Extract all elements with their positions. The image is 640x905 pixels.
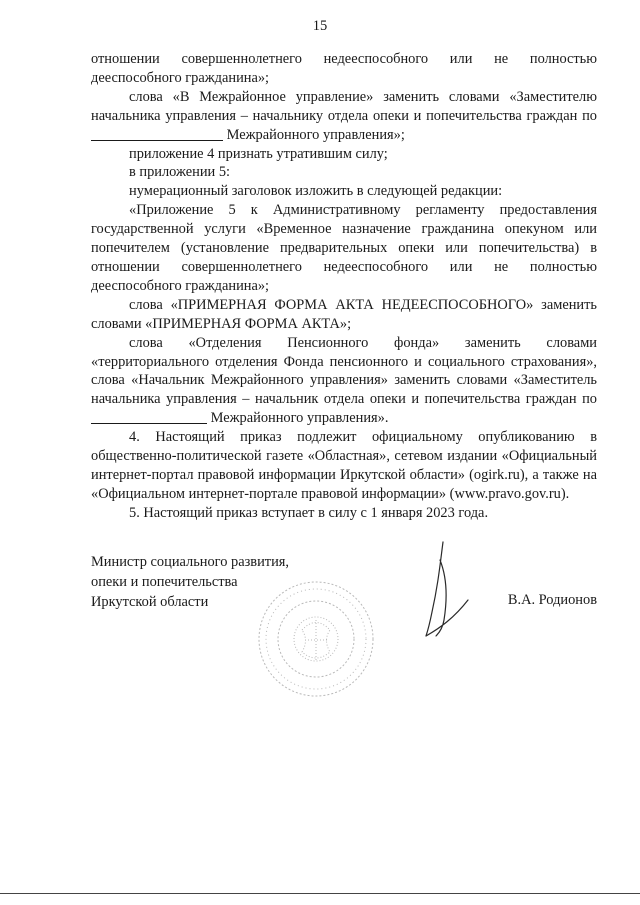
paragraph-text: Межрайонного управления». [210, 410, 389, 427]
document-body [91, 50, 597, 523]
paragraph-appendix-4: приложение 4 признать утратившим силу; [129, 145, 388, 162]
signatory-line: опеки и попечительства [91, 574, 238, 590]
paragraph-text: слова «В Межрайонное управление» заменить словами «Заместителю начальника управления – начальнику отдела опеки и попечительства граждан по [91, 88, 597, 124]
signatory-line: Иркутской области [91, 594, 209, 610]
paragraph-form-title: слова «ПРИМЕРНАЯ ФОРМА АКТА НЕДЕЕСПОСОБНОГО» заменить словами «ПРИМЕРНАЯ ФОРМА АКТА»; [91, 296, 597, 332]
handwritten-signature [410, 540, 480, 640]
paragraph-publication: 4. Настоящий приказ подлежит официальному опубликованию в общественно-политической газете «Областная», сетевом издании «Официальный интернет-портал правовой информации Иркутской области» (ogirk.ru), а также на «Официальном интернет-портале правовой информации» (www.pravo.gov.ru). [91, 429, 597, 502]
paragraph-replace-words-2 [91, 334, 597, 429]
paragraph-effective-date: 5. Настоящий приказ вступает в силу с 1 января 2023 года. [129, 504, 489, 521]
paragraph-text: слова «Отделения Пенсионного фонда» заменить словами «территориального отделения Фонда пенсионного и социального страхования», слова «Начальник Межрайонного управления» заменить словами «Заместитель начальника управления – начальник отдела опеки и попечительства граждан по [91, 334, 597, 408]
official-seal-stamp [257, 580, 375, 698]
paragraph-replace-words-1 [91, 88, 597, 145]
fill-in-blank [91, 127, 223, 141]
paragraph-continuation: отношении совершеннолетнего недееспособного или не полностью дееспособного гражданина»; [91, 51, 597, 86]
signatory-line: Министр социального развития, [91, 554, 289, 570]
page-number: 15 [312, 18, 328, 34]
paragraph-appendix-title: «Приложение 5 к Административному регламенту предоставления государственной услуги «Временное назначение гражданина опекуном или попечителем (установление предварительных опеки или попечительства) в отношении совершеннолетнего недееспособного или не полностью дееспособного гражданина»; [91, 202, 597, 294]
page-bottom-rule [0, 893, 640, 894]
paragraph-text: Межрайонного управления»; [226, 126, 405, 143]
signatory-name: В.А. Родионов [507, 592, 597, 608]
paragraph-appendix-5: в приложении 5: [129, 164, 231, 181]
paragraph-heading-edit: нумерационный заголовок изложить в следующей редакции: [129, 183, 503, 200]
fill-in-blank [91, 410, 207, 424]
